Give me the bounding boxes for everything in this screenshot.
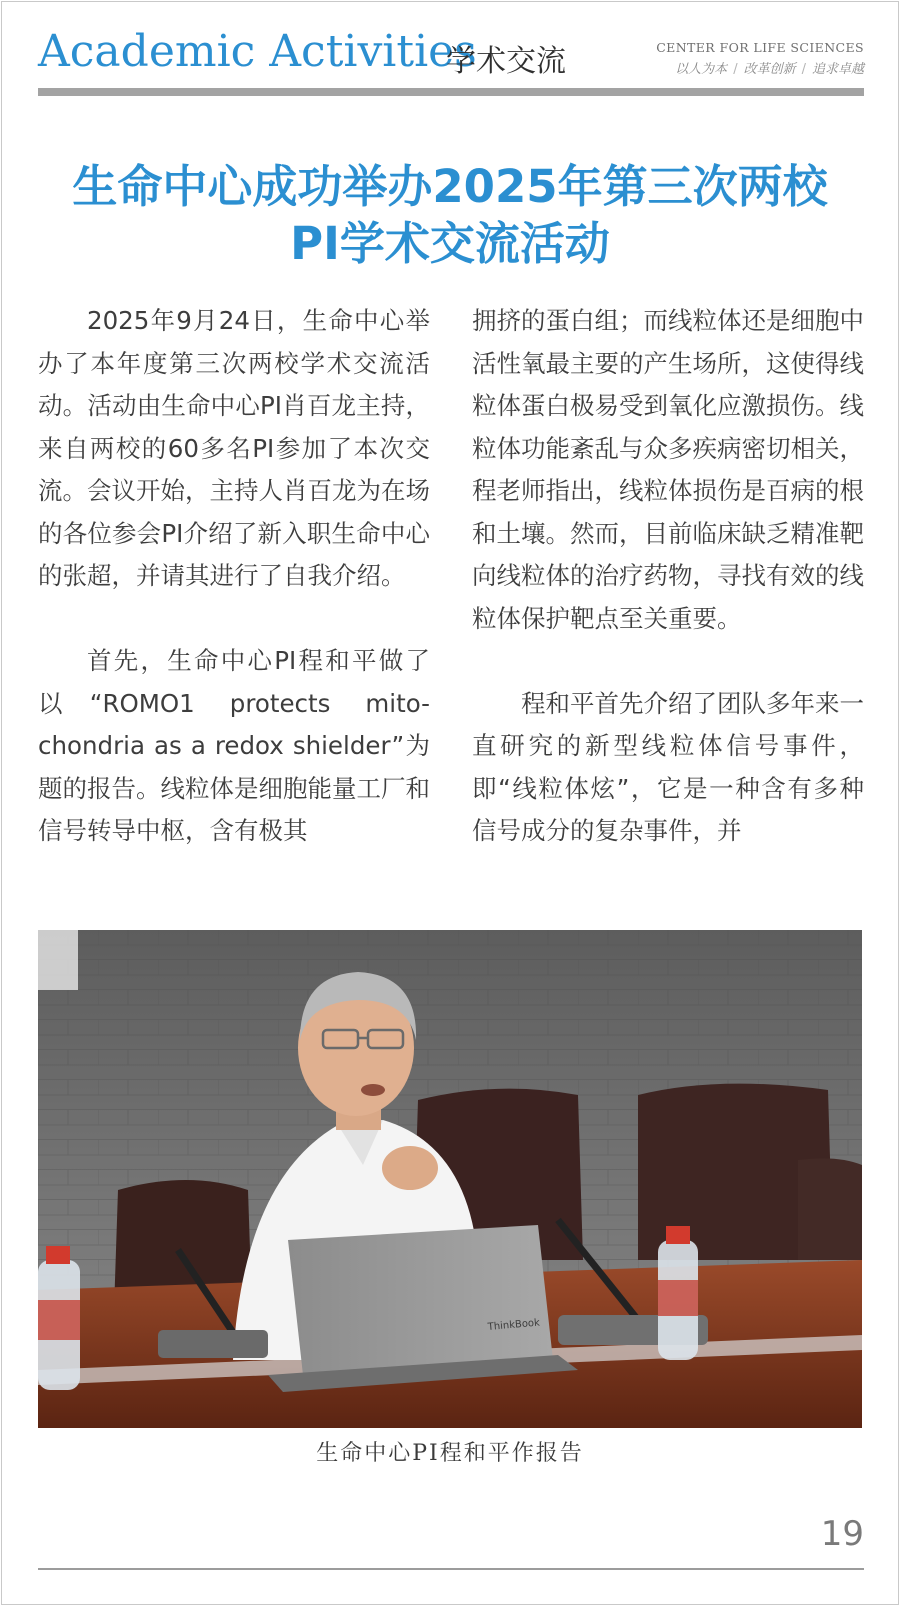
article-title-line-1: 生命中心成功举办2025年第三次两校 [72, 160, 828, 213]
section-title-cn: 学术交流 [446, 44, 566, 79]
paragraph: 拥挤的蛋白组；而线粒体还是细胞中活性氧最主要的产生场所，这使得线粒体蛋白极易受到氧化应激损伤。线粒体功能紊乱与众多疾病密切相关，程老师指出，线粒体损伤是百病的根和土壤。然而，目前临床缺乏精准靶向线粒体的治疗药物，寻找有效的线粒体保护靶点至关重要。 [472, 306, 864, 633]
page-number: 19 [820, 1514, 864, 1554]
footer-divider [38, 1568, 864, 1570]
photo-caption: 生命中心PI程和平作报告 [316, 1441, 584, 1466]
motto-3: 追求卓越 [811, 62, 864, 77]
article-photo [38, 930, 862, 1428]
paragraph: 程和平首先介绍了团队多年来一直研究的新型线粒体信号事件，即“线粒体炫”，它是一种含有多种信号成分的复杂事件，并 [472, 688, 864, 845]
article-title-line-2: PI学术交流活动 [290, 217, 610, 270]
paragraph: 首先，生命中心PI程和平做了以“ROMO1 protects mito-chondria as a redox shielder”为题的报告。线粒体是细胞能量工厂和信号转导中枢，含有极其 [38, 646, 430, 845]
motto-line [656, 58, 864, 77]
center-name: CENTER FOR LIFE SCIENCES [656, 40, 864, 55]
laptop-brand: ThinkBook [487, 1317, 541, 1333]
motto-separator: / [733, 62, 738, 77]
text-column-left [38, 300, 430, 853]
center-branding [656, 40, 864, 77]
section-title-en: Academic Activities [38, 26, 477, 77]
motto-1: 以人为本 [675, 62, 728, 77]
paragraph: 2025年9月24日，生命中心举办了本年度第三次两校学术交流活动。活动由生命中心PI肖百龙主持，来自两校的60多名PI参加了本次交流。会议开始，主持人肖百龙为在场的各位参会PI介绍了新入职生命中心的张超，并请其进行了自我介绍。 [38, 306, 430, 590]
text-column-right [472, 300, 864, 853]
article-title [30, 158, 870, 272]
motto-separator: / [801, 62, 806, 77]
header-divider [38, 88, 864, 96]
motto-2: 改革创新 [743, 62, 796, 77]
